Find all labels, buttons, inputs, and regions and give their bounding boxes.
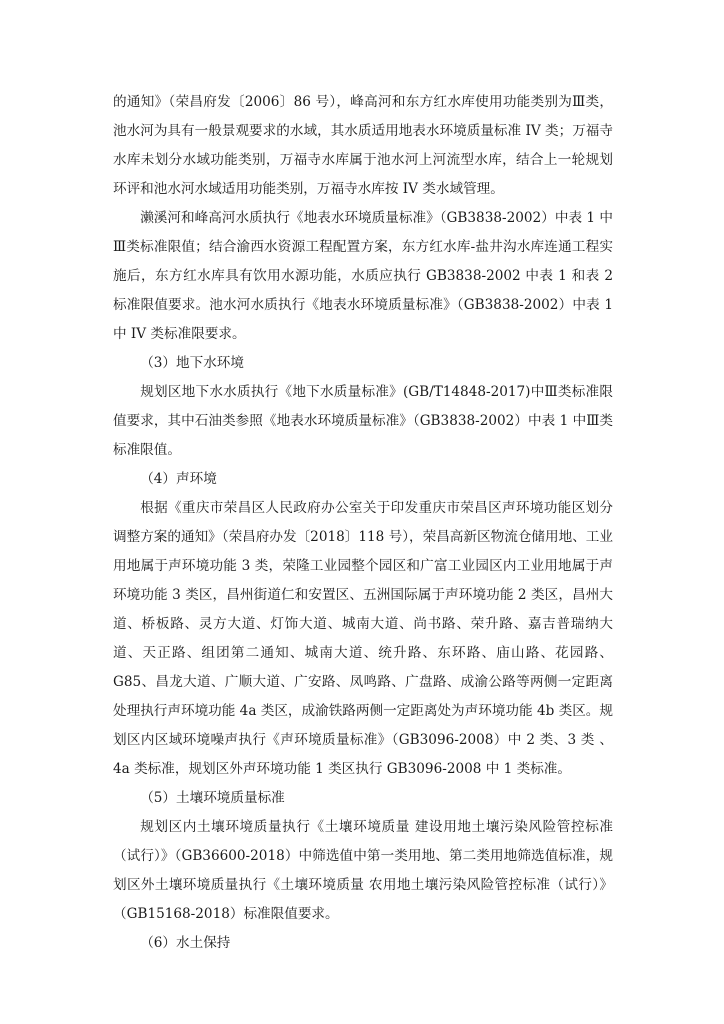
paragraph-groundwater-standard: 规划区地下水水质执行《地下水质量标准》(GB/T14848-2017)中Ⅲ类标准限值要求，其中石油类参照《地表水环境质量标准》（GB3838-2002）中表 1 中Ⅲ类标准限值。: [113, 384, 613, 458]
paragraph-surface-water-standard: 濑溪河和峰高河水质执行《地表水环境质量标准》（GB3838-2002）中表 1 中Ⅲ类标准限值；结合渝西水资源工程配置方案，东方红水库-盐井沟水库连通工程实施后，东方红水库具有饮用水源功能，水质应执行 GB3838-2002 中表 1 和表 2 标准限值要求。池水河水质执行《地表水环境质量标准》（GB3838-2002）中表 1 中 IV 类标准限要求。: [113, 210, 613, 342]
heading-soil-quality: （5）土壤环境质量标准: [140, 790, 285, 806]
heading-groundwater: （3）地下水环境: [140, 355, 244, 371]
heading-soil-conservation: （6）水土保持: [140, 935, 231, 951]
paragraph-acoustic-standard: 根据《重庆市荣昌区人民政府办公室关于印发重庆市荣昌区声环境功能区划分调整方案的通知》（荣昌府办发〔2018〕118 号），荣昌高新区物流仓储用地、工业用地属于声环境功能 3 类，荣隆工业园整个园区和广富工业园区内工业用地属于声环境功能 3 类区，昌州街道仁和安置区、五洲国际属于声环境功能 2 类区，昌州大道、桥板路、灵方大道、灯饰大道、城南大道、尚书路、荣升路、嘉吉普瑞纳大道、天正路、组团第二通知、城南大道、统升路、东环路、庙山路、花园路、G85、昌龙大道、广顺大道、广安路、凤鸣路、广盘路、成渝公路等两侧一定距离处理执行声环境功能 4a 类区，成渝铁路两侧一定距离处为声环境功能 4b 类区。规划区内区域环境噪声执行《声环境质量标准》（GB3096-2008）中 2 类、3 类 、4a 类标准，规划区外声环境功能 1 类区执行 GB3096-2008 中 1 类标准。: [113, 500, 613, 777]
heading-acoustic-environment: （4）声环境: [140, 471, 217, 487]
paragraph-soil-standard: 规划区内土壤环境质量执行《土壤环境质量 建设用地土壤污染风险管控标准（试行）》（GB36600-2018）中筛选值中第一类用地、第二类用地筛选值标准，规划区外土壤环境质量执行《土壤环境质量 农用地土壤污染风险管控标准（试行）》（GB15168-2018）标准限值要求。: [113, 819, 613, 922]
document-body: [113, 88, 613, 958]
paragraph-water-function-continuation: 的通知》（荣昌府发〔2006〕86 号），峰高河和东方红水库使用功能类别为Ⅲ类，池水河为具有一般景观要求的水域，其水质适用地表水环境质量标准 IV 类；万福寺水库未划分水域功能类别，万福寺水库属于池水河上河流型水库，结合上一轮规划环评和池水河水域适用功能类别，万福寺水库按 IV 类水域管理。: [113, 94, 613, 197]
